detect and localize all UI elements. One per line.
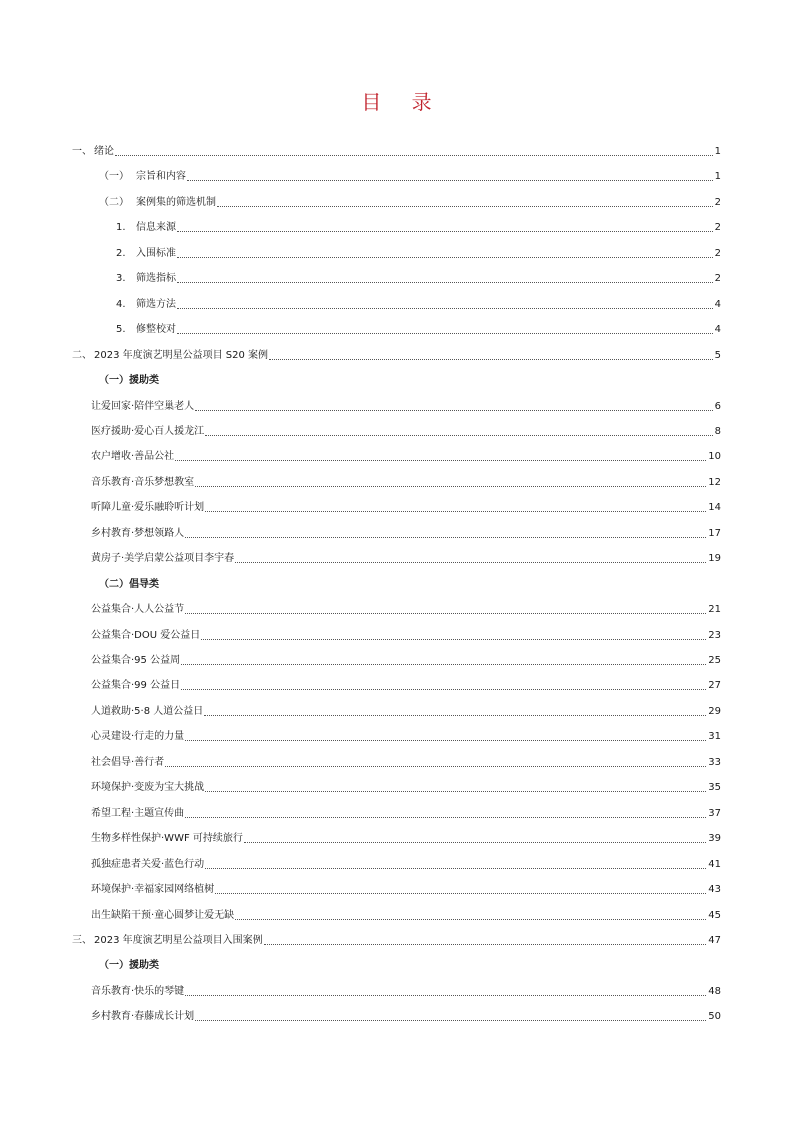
dot-leader: [165, 766, 706, 767]
toc-entry[interactable]: [116, 266, 721, 286]
toc-section-heading: [99, 368, 721, 388]
toc-page-number: 2: [714, 273, 721, 285]
toc-entry[interactable]: [116, 292, 721, 312]
toc-page-number: 1: [714, 171, 721, 183]
toc-entry-title: 农户增收·善品公社: [91, 451, 175, 463]
toc-entry-title: 公益集合·99 公益日: [91, 680, 181, 692]
toc-entry-title: 案例集的筛选机制: [136, 196, 216, 208]
dot-leader: [264, 944, 707, 945]
dot-leader: [185, 740, 706, 741]
toc-page-number: 43: [708, 884, 721, 896]
dot-leader: [181, 689, 706, 690]
toc-page-number: 5: [714, 349, 721, 361]
toc-page-number: 37: [708, 807, 721, 819]
toc-entry-title: 公益集合·DOU 爱公益日: [91, 629, 201, 641]
toc-entry[interactable]: [91, 419, 721, 439]
toc-section-heading: [99, 572, 721, 592]
dot-leader: [181, 664, 706, 665]
toc-entry[interactable]: [72, 343, 721, 363]
toc-entry-title: 音乐教育·音乐梦想教室: [91, 476, 195, 488]
toc-entry[interactable]: [91, 903, 721, 923]
toc-entry[interactable]: [91, 546, 721, 566]
toc-entry-title: 2023 年度演艺明星公益项目 S20 案例: [94, 349, 269, 361]
toc-entry[interactable]: [91, 597, 721, 617]
toc-entry-number: 3.: [116, 273, 126, 285]
toc-entry-title: 希望工程·主题宣传曲: [91, 807, 185, 819]
toc-entry[interactable]: [116, 317, 721, 337]
dot-leader: [201, 639, 706, 640]
toc-page-number: 6: [714, 400, 721, 412]
toc-entry[interactable]: [91, 648, 721, 668]
dot-leader: [205, 791, 706, 792]
toc-entry[interactable]: [91, 1004, 721, 1024]
toc-page-number: 23: [708, 629, 721, 641]
dot-leader: [204, 715, 706, 716]
toc-entry-title: 乡村教育·梦想领路人: [91, 527, 185, 539]
toc-entry-number: 2.: [116, 247, 126, 259]
toc-entry-title: 心灵建设·行走的力量: [91, 731, 185, 743]
toc-entry-title: 让爱回家·陪伴空巢老人: [91, 400, 195, 412]
toc-entry[interactable]: [91, 826, 721, 846]
dot-leader: [217, 206, 713, 207]
dot-leader: [235, 919, 706, 920]
toc-entry[interactable]: [116, 241, 721, 261]
dot-leader: [244, 842, 706, 843]
dot-leader: [215, 893, 706, 894]
toc-page-number: 17: [708, 527, 721, 539]
toc-entry-title: 乡村教育·春藤成长计划: [91, 1011, 195, 1023]
toc-entry-title: 孤独症患者关爱·蓝色行动: [91, 858, 205, 870]
toc-page-number: 25: [708, 655, 721, 666]
toc-entry-number: 4.: [116, 298, 126, 310]
toc-page-number: 47: [708, 934, 721, 946]
toc-entry-title: 公益集合·人人公益节: [91, 604, 185, 616]
toc-page-number: 1: [714, 146, 721, 157]
toc-entry-title: （二）倡导类: [99, 578, 159, 590]
toc-entry[interactable]: [99, 164, 721, 184]
toc-entry[interactable]: [91, 979, 721, 999]
toc-entry[interactable]: [91, 394, 721, 414]
toc-entry-number: 5.: [116, 324, 126, 336]
toc-entry-title: 环境保护·变废为宝大挑战: [91, 782, 205, 794]
toc-entry-number: 三、: [72, 934, 92, 946]
dot-leader: [185, 817, 706, 818]
toc-entry-title: 筛选方法: [136, 298, 176, 310]
toc-entry[interactable]: [91, 521, 721, 541]
toc-page-number: 10: [708, 451, 721, 463]
toc-entry-title: 绪论: [94, 146, 114, 157]
toc-page-number: 31: [708, 731, 721, 743]
toc-page-number: 29: [708, 705, 721, 717]
toc-entry-title: 出生缺陷干预·童心圆梦让爱无缺: [91, 909, 235, 921]
dot-leader: [205, 435, 712, 436]
toc-entry[interactable]: [91, 623, 721, 643]
toc-page-number: 41: [708, 858, 721, 870]
dot-leader: [205, 868, 706, 869]
toc-entry-title: 生物多样性保护·WWF 可持续旅行: [91, 833, 243, 845]
toc-page-number: 2: [714, 222, 721, 234]
toc-entry-number: 1.: [116, 222, 126, 234]
toc-page-number: 50: [708, 1011, 721, 1023]
toc-entry-title: 人道救助·5·8 人道公益日: [91, 705, 204, 717]
dot-leader: [177, 257, 713, 258]
toc-entry-title: 公益集合·95 公益周: [91, 655, 181, 666]
toc-entry[interactable]: [91, 750, 721, 770]
toc-entry[interactable]: [99, 190, 721, 210]
dot-leader: [185, 537, 706, 538]
toc-page-number: 35: [708, 782, 721, 794]
dot-leader: [177, 308, 713, 309]
toc-entry-number: （二）: [99, 196, 129, 208]
toc-entry-title: 筛选指标: [136, 273, 176, 285]
dot-leader: [195, 486, 706, 487]
dot-leader: [115, 155, 713, 156]
toc-entry[interactable]: [91, 877, 721, 897]
toc-entry-title: 环境保护·幸福家园网络植树: [91, 884, 215, 896]
toc-entry-number: （一）: [99, 171, 129, 183]
toc-page-number: 48: [708, 985, 721, 997]
toc-entry[interactable]: [91, 673, 721, 693]
toc-entry-title: 2023 年度演艺明星公益项目入围案例: [94, 934, 263, 946]
toc-page-number: 19: [708, 553, 721, 565]
toc-title: 目 录: [361, 90, 444, 114]
dot-leader: [175, 460, 706, 461]
dot-leader: [235, 562, 706, 563]
dot-leader: [187, 180, 713, 181]
dot-leader: [177, 333, 713, 334]
dot-leader: [185, 995, 706, 996]
toc-entry[interactable]: [116, 215, 721, 235]
toc-page-number: 8: [714, 425, 721, 437]
toc-entry-title: 宗旨和内容: [136, 171, 186, 183]
toc-page-number: 27: [708, 680, 721, 692]
toc-entry-title: 社会倡导·善行者: [91, 756, 165, 768]
toc-entry[interactable]: [91, 470, 721, 490]
toc-entry-title: （一）援助类: [99, 375, 159, 387]
toc-entry[interactable]: [91, 724, 721, 744]
toc-entry[interactable]: [72, 139, 721, 159]
toc-entry[interactable]: [91, 852, 721, 872]
dot-leader: [177, 282, 713, 283]
dot-leader: [195, 410, 712, 411]
toc-entry-title: 听障儿童·爱乐融聆听计划: [91, 502, 205, 514]
dot-leader: [185, 613, 706, 614]
toc-entry[interactable]: [91, 775, 721, 795]
toc-entry[interactable]: [72, 928, 721, 948]
toc-entry-title: 信息来源: [136, 222, 176, 234]
toc-page-number: 45: [708, 909, 721, 921]
toc-page-number: 2: [714, 247, 721, 259]
toc-entry-title: 医疗援助·爱心百人援龙江: [91, 425, 205, 437]
toc-page-number: 4: [714, 298, 721, 310]
dot-leader: [195, 1020, 706, 1021]
toc-page-number: 39: [708, 833, 721, 845]
toc-section-heading: [99, 953, 721, 973]
toc-page-number: 14: [708, 502, 721, 514]
toc-entry-title: （一）援助类: [99, 960, 159, 972]
toc-entry[interactable]: [91, 444, 721, 464]
toc-entry-number: 二、: [72, 349, 92, 361]
toc-entry-number: 一、: [72, 146, 92, 157]
dot-leader: [205, 511, 706, 512]
toc-page-number: 21: [708, 604, 721, 616]
toc-entry[interactable]: [91, 699, 721, 719]
toc-page-number: 12: [708, 476, 721, 488]
dot-leader: [177, 231, 713, 232]
toc-entry-title: 音乐教育·快乐的琴键: [91, 985, 185, 997]
toc-entry[interactable]: [91, 495, 721, 515]
toc-entry-title: 入围标准: [136, 247, 176, 259]
toc-page-number: 4: [714, 324, 721, 336]
toc-entry[interactable]: [91, 801, 721, 821]
toc-page-number: 33: [708, 756, 721, 768]
toc-entry-title: 黄房子·美学启蒙公益项目李宇春: [91, 553, 235, 565]
toc-entry-title: 修整校对: [136, 324, 176, 336]
dot-leader: [269, 359, 713, 360]
toc-page-number: 2: [714, 196, 721, 208]
